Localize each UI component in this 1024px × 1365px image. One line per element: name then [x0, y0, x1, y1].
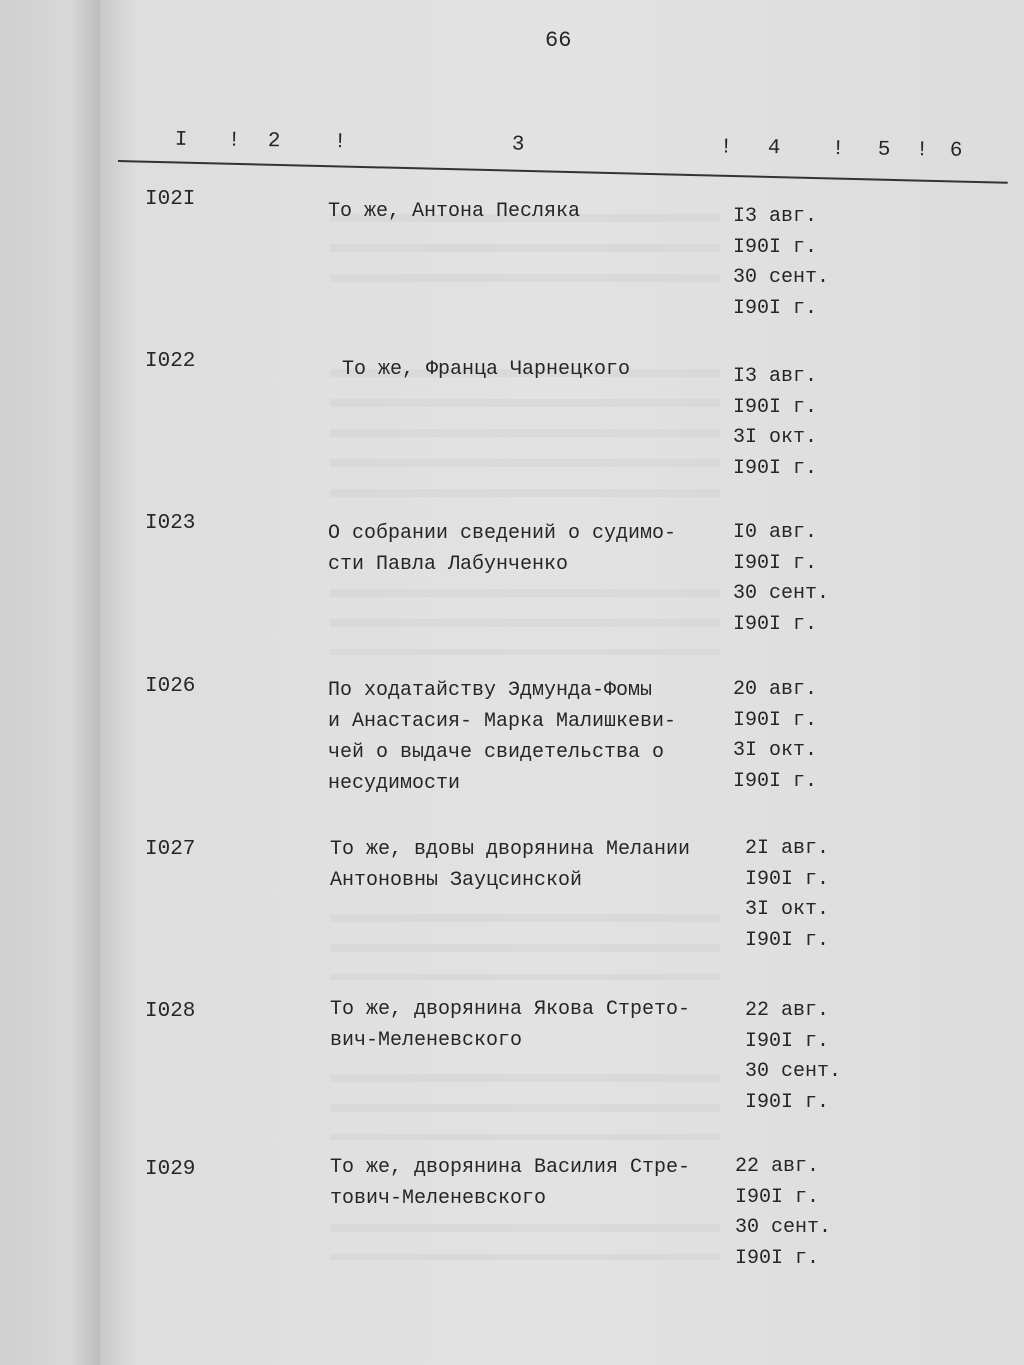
date-line: 3I окт. — [733, 739, 818, 762]
column-separator: ! — [831, 137, 845, 162]
date-line: I0 авг. — [733, 521, 818, 544]
entry-number: I023 — [145, 512, 196, 535]
date-line: I90I г. — [733, 235, 818, 259]
description-line: То же, Антона Песляка — [328, 200, 581, 223]
entry-number: I027 — [145, 838, 196, 861]
entry-description — [330, 834, 730, 896]
entry-number: I029 — [145, 1158, 196, 1181]
bleed-through-shadow — [330, 1210, 720, 1260]
entry-dates — [745, 996, 841, 1118]
column-separator: ! — [227, 129, 241, 153]
date-line: 30 сент. — [735, 1216, 832, 1239]
date-line: I90I г. — [735, 1185, 820, 1209]
entry-number: I02I — [145, 188, 196, 211]
entry-dates — [733, 518, 829, 640]
date-line: I3 авг. — [733, 365, 818, 388]
column-separator: ! — [915, 139, 929, 163]
date-line: I90I г. — [733, 708, 818, 732]
entry-description — [342, 354, 742, 385]
column-separator: ! — [719, 136, 733, 160]
description-line: чей о выдаче свидетельства о — [328, 741, 665, 764]
entry-number: I022 — [145, 350, 196, 373]
date-line: I90I г. — [733, 769, 818, 793]
description-line: То же, дворянина Василия Стре- — [330, 1156, 691, 1179]
description-line: вич-Меленевского — [330, 1029, 523, 1052]
date-line: 20 авг. — [733, 678, 818, 701]
entry-description — [330, 1152, 730, 1214]
date-line: 30 сент. — [733, 582, 830, 605]
column-header-2: 2 — [267, 130, 281, 154]
date-line: 22 авг. — [735, 1155, 820, 1178]
date-line: I90I г. — [733, 395, 818, 419]
date-line: I3 авг. — [733, 205, 818, 228]
date-line: I90I г. — [745, 867, 830, 891]
entry-description — [328, 196, 728, 227]
column-header-1: I — [174, 128, 188, 152]
description-line: О собрании сведений о судимо- — [328, 522, 677, 545]
column-header-3: 3 — [511, 133, 525, 157]
description-line: То же, вдовы дворянина Мелании — [330, 838, 691, 861]
entry-dates — [735, 1152, 831, 1274]
entry-description — [330, 994, 730, 1056]
date-line: I90I г. — [735, 1246, 820, 1270]
date-line: 3I окт. — [733, 426, 818, 449]
description-line: То же, дворянина Якова Стрето- — [330, 998, 691, 1021]
entry-number: I028 — [145, 1000, 196, 1023]
date-line: I90I г. — [745, 1090, 830, 1114]
bleed-through-shadow — [330, 900, 720, 980]
column-header-5: 5 — [877, 138, 891, 162]
description-line: несудимости — [328, 772, 461, 795]
page-number: 66 — [545, 28, 572, 53]
date-line: I90I г. — [733, 551, 818, 575]
entry-dates — [733, 362, 817, 484]
date-line: 3I окт. — [745, 898, 830, 921]
entry-dates — [745, 834, 829, 956]
date-line: I90I г. — [733, 296, 818, 320]
date-line: I90I г. — [745, 1029, 830, 1053]
description-line: тович-Меленевского — [330, 1187, 547, 1210]
column-separator: ! — [333, 130, 347, 155]
previous-page-edge — [0, 0, 100, 1365]
date-line: I90I г. — [745, 928, 830, 952]
date-line: 30 сент. — [745, 1060, 842, 1083]
entry-description — [328, 675, 728, 799]
entry-number: I026 — [145, 675, 196, 698]
date-line: I90I г. — [733, 456, 818, 480]
date-line: I90I г. — [733, 612, 818, 636]
description-line: По ходатайству Эдмунда-Фомы — [328, 679, 653, 702]
entry-dates — [733, 675, 817, 797]
bleed-through-shadow — [330, 1060, 720, 1140]
description-line: и Анастасия- Марка Малишкеви- — [328, 710, 677, 733]
description-line: То же, Франца Чарнецкого — [342, 358, 631, 381]
description-line: сти Павла Лабунченко — [328, 553, 569, 576]
date-line: 2I авг. — [745, 837, 830, 860]
date-line: 30 сент. — [733, 266, 830, 289]
entry-description — [328, 518, 728, 580]
date-line: 22 авг. — [745, 999, 830, 1022]
column-header-4: 4 — [767, 137, 781, 161]
entry-dates — [733, 202, 829, 324]
description-line: Антоновны Зауцсинской — [330, 869, 583, 892]
column-header-6: 6 — [949, 139, 963, 163]
bleed-through-shadow — [330, 575, 720, 655]
